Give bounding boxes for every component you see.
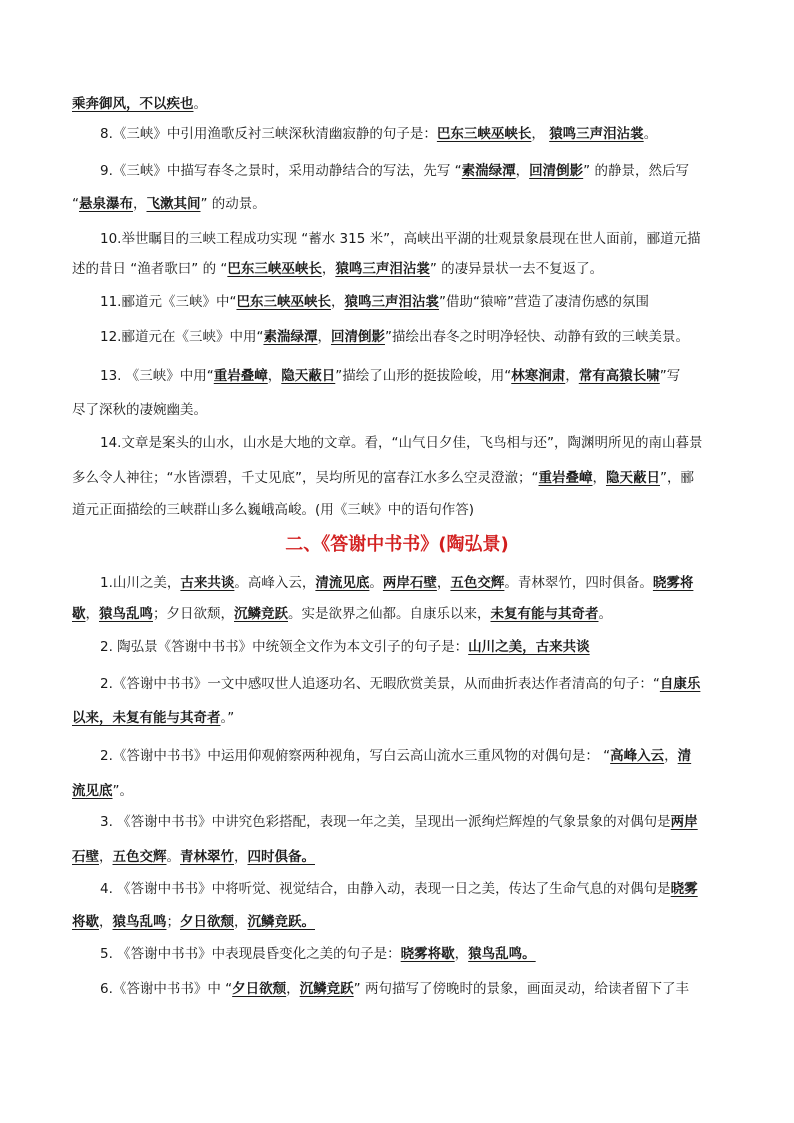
section-title: 二、《答谢中书书》(陶弘景) <box>285 534 509 555</box>
answer-text: 巴东三峡巫峡长 <box>436 126 532 142</box>
paragraph-s2-2c-cont: 流见底”。 <box>72 783 133 799</box>
answer-text: 晓雾将 <box>652 575 694 591</box>
answer-text: 沉鳞竞跃 <box>299 981 354 997</box>
paragraph-s2-2: 2. 陶弘景《答谢中书书》中统领全文作为本文引子的句子是：山川之美，古来共谈 <box>100 639 590 655</box>
paragraph-s2-3: 3. 《答谢中书书》中讲究色彩搭配，表现一年之美，呈现出一派绚烂辉煌的气象景象的对偶句是两岸 <box>100 814 698 830</box>
answer-text: 夕日欲颓 <box>180 914 234 930</box>
paragraph-s2-6: 6.《答谢中书书》中 “夕日欲颓，沉鳞竞跃” 两句描写了傍晚时的景象，画面灵动，给读者留下了丰 <box>100 981 689 997</box>
answer-text: 夕日欲颓 <box>232 981 287 997</box>
answer-text: 素湍绿潭 <box>263 329 318 345</box>
paragraph-10: 10.举世瞩目的三峡工程成功实现 “蓄水 315 米”，高峡出平湖的壮观景象晨现在世人面前，郦道元描 <box>100 231 701 247</box>
answer-text: 猿鸣三声泪沾裳 <box>344 294 439 310</box>
answer-text: 回清倒影 <box>529 163 584 179</box>
paragraph-s2-2c: 2.《答谢中书书》中运用仰观俯察两种视角，写白云高山流水三重风物的对偶句是： “高峰入云，清 <box>100 748 692 764</box>
answer-text: 晓雾 <box>670 881 698 897</box>
answer-text: 以来，未复有能与其奇者 <box>72 710 221 726</box>
answer-text: 五色交辉 <box>450 575 505 591</box>
answer-text: 飞漱其间 <box>146 196 201 212</box>
paragraph-9: 9.《三峡》中描写春冬之景时，采用动静结合的写法，先写 “素湍绿潭，回清倒影” 的静景，然后写 <box>100 163 689 179</box>
paragraph-s2-4-cont: 将歇，猿鸟乱鸣；夕日欲颓，沉鳞竞跃。 <box>72 914 315 930</box>
answer-text: 将歇 <box>72 914 99 930</box>
answer-text: 未复有能与其奇者 <box>490 606 599 622</box>
paragraph-s2-1-cont: 歇，猿鸟乱鸣；夕日欲颓，沉鳞竞跃。实是欲界之仙都。自康乐以来，未复有能与其奇者。 <box>72 606 612 622</box>
answer-text: 青林翠竹 <box>180 849 234 865</box>
answer-text: 古来共谈 <box>180 575 235 591</box>
answer-text: 两岸 <box>670 814 698 830</box>
paragraph-14-cont-2: 道元正面描绘的三峡群山多么巍峨高峻。(用《三峡》中的语句作答) <box>72 502 475 518</box>
answer-text: 隐天蔽日 <box>281 368 336 384</box>
answer-text: 回清倒影 <box>330 329 385 345</box>
paragraph-13: 13. 《三峡》中用“重岩叠嶂，隐天蔽日”描绘了山形的挺拔险峻，用“林寒涧肃，常有高猿长啸”写 <box>100 368 681 384</box>
answer-text: 猿鸟乱鸣。 <box>468 946 536 962</box>
paragraph-11: 11.郦道元《三峡》中“巴东三峡巫峡长，猿鸣三声泪沾裳”借助“猿啼”营造了凄清伤感的氛围 <box>100 294 649 310</box>
paragraph-12: 12.郦道元在《三峡》中用“素湍绿潭，回清倒影”描绘出春冬之时明净轻快、动静有致的三峡美景。 <box>100 329 689 345</box>
answer-text: 素湍绿潭 <box>461 163 516 179</box>
answer-text: 沉鳞竞跃。 <box>247 914 315 930</box>
answer-text: 山川之美，古来共谈 <box>468 639 590 655</box>
answer-text: 自康乐 <box>659 676 701 692</box>
answer-text: 歇 <box>72 606 86 622</box>
answer-text: 清流见底 <box>315 575 370 591</box>
answer-text: 常有高猿长啸 <box>578 368 660 384</box>
answer-text: 流见底 <box>72 783 113 799</box>
answer-text: 巴东三峡巫峡长 <box>236 294 331 310</box>
paragraph-s2-3-cont: 石壁，五色交辉。青林翠竹，四时俱备。 <box>72 849 315 865</box>
answer-text: 清 <box>677 748 692 764</box>
paragraph-9-cont: “悬泉瀑布，飞漱其间” 的动景。 <box>72 196 266 212</box>
paragraph-s2-5: 5. 《答谢中书书》中表现晨昏变化之美的句子是：晓雾将歇，猿鸟乱鸣。 <box>100 946 536 962</box>
answer-text: 高峰入云 <box>610 748 665 764</box>
answer-text: 巴东三峡巫峡长 <box>227 261 322 277</box>
answer-text: 林寒涧肃 <box>511 368 566 384</box>
paragraph-14-cont-1: 多么令人神往；“水皆漂碧，千丈见底”，吴均所见的富春江水多么空灵澄澈；“重岩叠嶂，隐天蔽日”，郦 <box>72 470 694 486</box>
answer-text: 悬泉瀑布 <box>79 196 133 212</box>
answer-text: 沉鳞竞跃 <box>234 606 288 622</box>
paragraph-13-cont: 尽了深秋的凄婉幽美。 <box>72 402 207 418</box>
answer-text: 猿鸟乱鸣 <box>112 914 167 930</box>
paragraph-8: 8.《三峡》中引用渔歌反衬三峡深秋清幽寂静的句子是：巴东三峡巫峡长， 猿鸣三声泪沾裳。 <box>100 126 658 142</box>
answer-text: 重岩叠嶂 <box>538 470 593 486</box>
answer-text: 重岩叠嶂 <box>213 368 268 384</box>
answer-text: 猿鸟乱鸣 <box>99 606 153 622</box>
paragraph-7-end: 乘奔御风，不以疾也。 <box>72 96 207 112</box>
paragraph-10-cont: 述的昔日 “渔者歌曰” 的 “巴东三峡巫峡长，猿鸣三声泪沾裳” 的凄异景状一去不复返了。 <box>72 261 604 277</box>
answer-text: 猿鸣三声泪沾裳 <box>549 126 644 142</box>
paragraph-s2-4: 4. 《答谢中书书》中将听觉、视觉结合，由静入动，表现一日之美，传达了生命气息的对偶句是晓雾 <box>100 881 698 897</box>
answer-text: 乘奔御风，不以疾也 <box>72 96 194 112</box>
answer-text: 五色交辉 <box>112 849 167 865</box>
paragraph-14: 14.文章是案头的山水，山水是大地的文章。看，“山气日夕佳，飞鸟相与还”，陶渊明所见的南山暮景 <box>100 435 703 451</box>
answer-text: 石壁 <box>72 849 99 865</box>
paragraph-s2-2b: 2.《答谢中书书》一文中感叹世人追逐功名、无暇欣赏美景，从而曲折表达作者清高的句子：“自康乐 <box>100 676 701 692</box>
answer-text: 隐天蔽日 <box>605 470 660 486</box>
answer-text: 两岸石壁 <box>382 575 437 591</box>
answer-text: 猿鸣三声泪沾裳 <box>335 261 430 277</box>
answer-text: 晓雾将歇 <box>400 946 455 962</box>
paragraph-s2-2b-cont: 以来，未复有能与其奇者。” <box>72 710 235 726</box>
answer-text: 四时俱备。 <box>247 849 315 865</box>
paragraph-s2-1: 1.山川之美，古来共谈。高峰入云，清流见底。两岸石壁，五色交辉。青林翠竹，四时俱备。晓雾将 <box>100 575 694 591</box>
